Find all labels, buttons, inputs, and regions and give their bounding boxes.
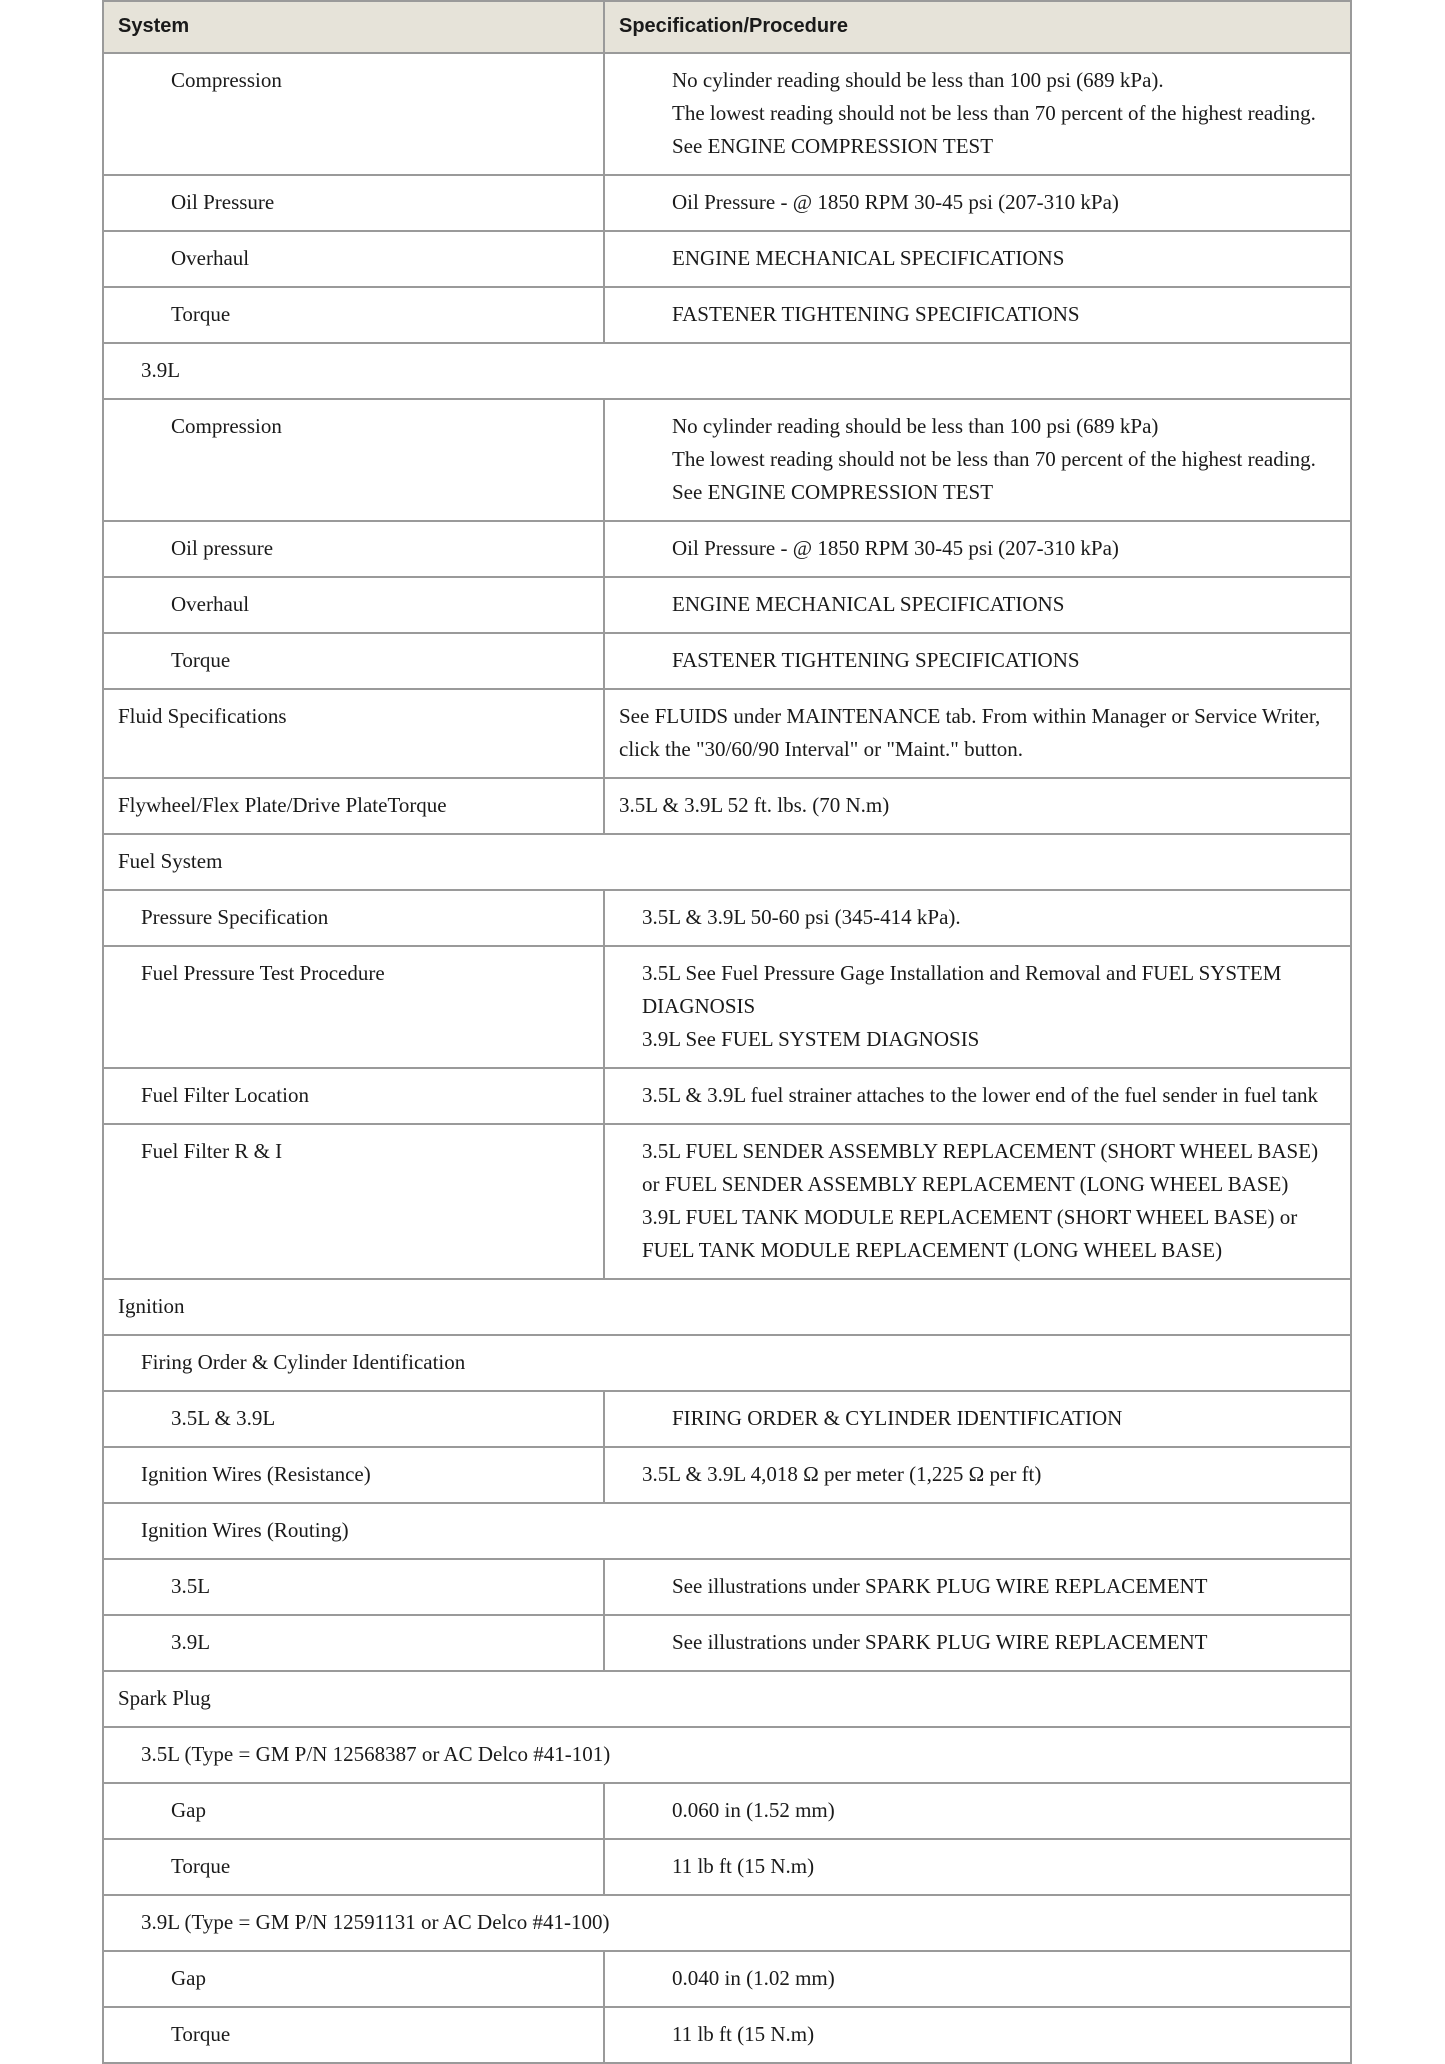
table-row: [103, 1068, 1351, 1124]
spec-line: 3.5L & 3.9L fuel strainer attaches to the lower end of the fuel sender in fuel tank: [642, 1083, 1319, 1107]
system-cell: Flywheel/Flex Plate/Drive PlateTorque: [103, 778, 604, 834]
system-cell: Overhaul: [103, 577, 604, 633]
section-row: [103, 1335, 1351, 1391]
spec-line: 3.5L See Fuel Pressure Gage Installation and Removal and FUEL SYSTEM DIAGNOSIS: [642, 961, 1282, 1018]
spec-line: Oil Pressure - @ 1850 RPM 30-45 psi (207-310 kPa): [672, 536, 1119, 560]
spec-line: 11 lb ft (15 N.m): [672, 1854, 815, 1878]
spec-line: FASTENER TIGHTENING SPECIFICATIONS: [672, 302, 1080, 326]
table-row: [103, 890, 1351, 946]
spec-line: See ENGINE COMPRESSION TEST: [672, 134, 994, 158]
spec-line: Oil Pressure - @ 1850 RPM 30-45 psi (207-310 kPa): [672, 190, 1119, 214]
spec-cell: [604, 689, 1351, 778]
spec-cell: [604, 1559, 1351, 1615]
spec-cell: [604, 53, 1351, 175]
table-row: [103, 1951, 1351, 2007]
spec-line: 3.5L & 3.9L 4,018 Ω per meter (1,225 Ω per ft): [642, 1462, 1042, 1486]
table-row: [103, 946, 1351, 1068]
spec-line: 3.9L See FUEL SYSTEM DIAGNOSIS: [642, 1027, 980, 1051]
table-row: [103, 577, 1351, 633]
section-row: [103, 1671, 1351, 1727]
spec-line: ENGINE MECHANICAL SPECIFICATIONS: [672, 246, 1065, 270]
system-cell: Torque: [103, 287, 604, 343]
spec-line: See illustrations under SPARK PLUG WIRE REPLACEMENT: [672, 1574, 1208, 1598]
spec-line: The lowest reading should not be less than 70 percent of the highest reading.: [672, 101, 1316, 125]
spec-line: 3.5L FUEL SENDER ASSEMBLY REPLACEMENT (SHORT WHEEL BASE) or FUEL SENDER ASSEMBLY REPLACEMENT (LONG WHEEL BASE): [642, 1139, 1319, 1196]
system-cell: Torque: [103, 1839, 604, 1895]
section-heading: Spark Plug: [103, 1671, 1351, 1727]
spec-line: The lowest reading should not be less than 70 percent of the highest reading.: [672, 447, 1316, 471]
system-cell: 3.9L: [103, 1615, 604, 1671]
section-row: [103, 343, 1351, 399]
section-row: [103, 1895, 1351, 1951]
specifications-table: [102, 0, 1352, 2064]
spec-cell: [604, 399, 1351, 521]
table-body: [103, 53, 1351, 2063]
spec-cell: [604, 577, 1351, 633]
spec-cell: [604, 946, 1351, 1068]
spec-cell: [604, 1391, 1351, 1447]
system-cell: Oil Pressure: [103, 175, 604, 231]
system-cell: 3.5L & 3.9L: [103, 1391, 604, 1447]
spec-line: See FLUIDS under MAINTENANCE tab. From within Manager or Service Writer, click the "30/60/90 Interval" or "Maint." button.: [619, 704, 1321, 761]
section-heading: 3.9L (Type = GM P/N 12591131 or AC Delco #41-100): [103, 1895, 1351, 1951]
table-row: [103, 1559, 1351, 1615]
spec-cell: [604, 1124, 1351, 1279]
system-column-header: System: [103, 1, 604, 53]
spec-line: FIRING ORDER & CYLINDER IDENTIFICATION: [672, 1406, 1123, 1430]
table-row: [103, 399, 1351, 521]
spec-cell: [604, 287, 1351, 343]
spec-line: No cylinder reading should be less than 100 psi (689 kPa).: [672, 68, 1164, 92]
system-cell: Compression: [103, 399, 604, 521]
system-cell: Fuel Filter R & I: [103, 1124, 604, 1279]
system-cell: Compression: [103, 53, 604, 175]
system-cell: Torque: [103, 633, 604, 689]
spec-line: See illustrations under SPARK PLUG WIRE REPLACEMENT: [672, 1630, 1208, 1654]
system-cell: Overhaul: [103, 231, 604, 287]
table-header: [103, 1, 1351, 53]
system-cell: Ignition Wires (Resistance): [103, 1447, 604, 1503]
spec-cell: [604, 778, 1351, 834]
table-row: [103, 1615, 1351, 1671]
spec-cell: [604, 231, 1351, 287]
table-row: [103, 175, 1351, 231]
spec-cell: [604, 890, 1351, 946]
table-row: [103, 689, 1351, 778]
spec-line: 11 lb ft (15 N.m): [672, 2022, 815, 2046]
section-heading: Ignition: [103, 1279, 1351, 1335]
spec-column-header: Specification/Procedure: [604, 1, 1351, 53]
section-row: [103, 1279, 1351, 1335]
table-row: [103, 1124, 1351, 1279]
table-row: [103, 231, 1351, 287]
system-cell: Fluid Specifications: [103, 689, 604, 778]
section-row: [103, 834, 1351, 890]
table-row: [103, 1839, 1351, 1895]
section-heading: Fuel System: [103, 834, 1351, 890]
spec-cell: [604, 1068, 1351, 1124]
spec-line: 0.040 in (1.02 mm): [672, 1966, 835, 1990]
spec-cell: [604, 175, 1351, 231]
section-heading: 3.9L: [103, 343, 1351, 399]
section-row: [103, 1727, 1351, 1783]
table-row: [103, 287, 1351, 343]
table-row: [103, 53, 1351, 175]
system-cell: Gap: [103, 1951, 604, 2007]
spec-line: 3.5L & 3.9L 50-60 psi (345-414 kPa).: [642, 905, 961, 929]
section-row: [103, 1503, 1351, 1559]
system-cell: Oil pressure: [103, 521, 604, 577]
spec-cell: [604, 1447, 1351, 1503]
table-row: [103, 1783, 1351, 1839]
spec-cell: [604, 1615, 1351, 1671]
table-row: [103, 633, 1351, 689]
section-heading: Firing Order & Cylinder Identification: [103, 1335, 1351, 1391]
spec-cell: [604, 1839, 1351, 1895]
section-heading: Ignition Wires (Routing): [103, 1503, 1351, 1559]
table-row: [103, 1447, 1351, 1503]
system-cell: 3.5L: [103, 1559, 604, 1615]
table-row: [103, 1391, 1351, 1447]
spec-line: See ENGINE COMPRESSION TEST: [672, 480, 994, 504]
spec-line: FASTENER TIGHTENING SPECIFICATIONS: [672, 648, 1080, 672]
system-cell: Pressure Specification: [103, 890, 604, 946]
spec-cell: [604, 1783, 1351, 1839]
table-row: [103, 2007, 1351, 2063]
spec-line: 0.060 in (1.52 mm): [672, 1798, 835, 1822]
table-row: [103, 521, 1351, 577]
system-cell: Fuel Pressure Test Procedure: [103, 946, 604, 1068]
spec-cell: [604, 633, 1351, 689]
system-cell: Torque: [103, 2007, 604, 2063]
header-row: [103, 1, 1351, 53]
spec-cell: [604, 521, 1351, 577]
spec-cell: [604, 2007, 1351, 2063]
spec-line: 3.5L & 3.9L 52 ft. lbs. (70 N.m): [619, 793, 890, 817]
system-cell: Fuel Filter Location: [103, 1068, 604, 1124]
spec-line: ENGINE MECHANICAL SPECIFICATIONS: [672, 592, 1065, 616]
section-heading: 3.5L (Type = GM P/N 12568387 or AC Delco #41-101): [103, 1727, 1351, 1783]
spec-line: No cylinder reading should be less than 100 psi (689 kPa): [672, 414, 1159, 438]
table-row: [103, 778, 1351, 834]
spec-line: 3.9L FUEL TANK MODULE REPLACEMENT (SHORT WHEEL BASE) or FUEL TANK MODULE REPLACEMENT (LONG WHEEL BASE): [642, 1205, 1298, 1262]
system-cell: Gap: [103, 1783, 604, 1839]
spec-cell: [604, 1951, 1351, 2007]
